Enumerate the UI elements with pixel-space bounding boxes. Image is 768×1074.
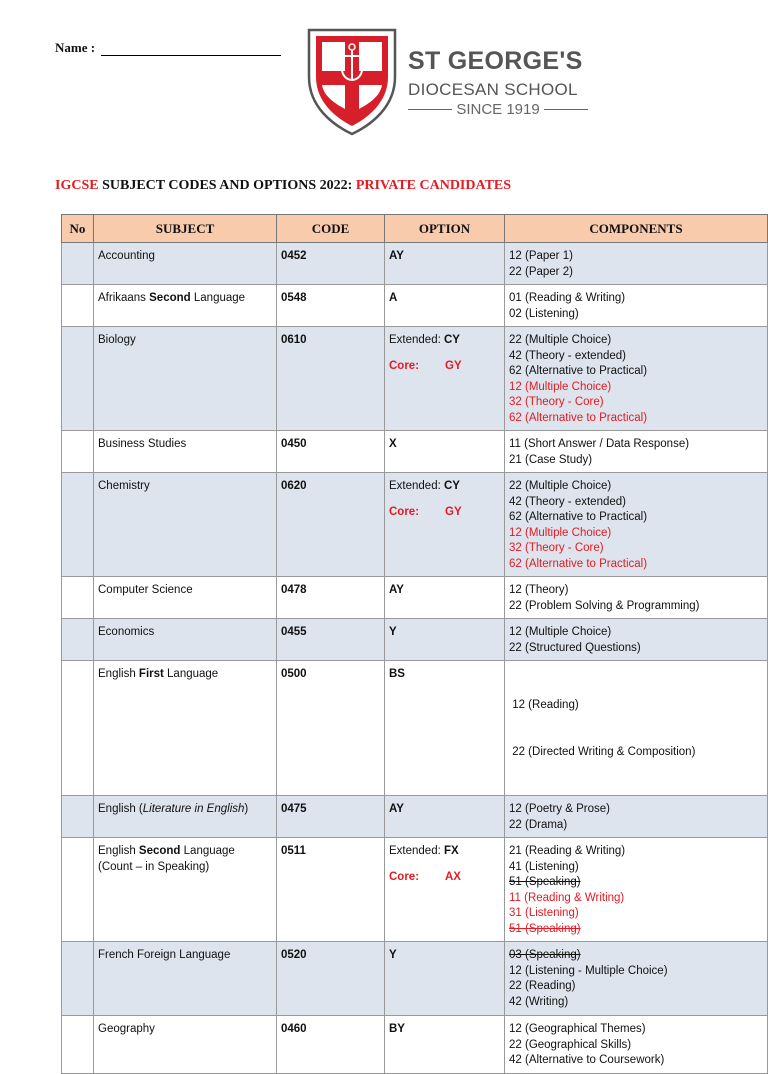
page-title [55, 178, 511, 194]
components-cell [505, 431, 768, 473]
component-item: 12 (Listening - Multiple Choice) [509, 964, 668, 977]
option-cell [385, 838, 505, 942]
option-extended-label: Extended: [389, 845, 444, 857]
components-cell [505, 285, 768, 327]
row-number-cell [62, 838, 94, 942]
component-item: 12 (Poetry & Prose) [509, 803, 610, 815]
row-number-cell [62, 1016, 94, 1074]
table-row [62, 431, 768, 473]
component-item: 42 (Theory - extended) [509, 495, 626, 508]
option-core [389, 505, 462, 521]
component-item: 22 (Drama) [509, 818, 568, 831]
subject-cell [94, 619, 277, 661]
row-number-cell [62, 243, 94, 285]
core-component-item: 31 (Listening) [509, 907, 579, 919]
option-extended-value: CY [443, 480, 460, 492]
divider [544, 109, 588, 110]
school-since: SINCE 1919 [456, 101, 540, 118]
subject-name: Accounting [98, 250, 155, 262]
subject-cell [94, 838, 277, 942]
subject-name-part: Afrikaans [98, 292, 150, 304]
component-item: 22 (Paper 2) [509, 265, 573, 278]
option-core-label: Core: [389, 505, 420, 518]
option-core [389, 359, 462, 375]
components-cell [505, 473, 768, 577]
table-row [62, 796, 768, 838]
components-cell [505, 838, 768, 942]
code-cell: 0620 [277, 473, 385, 577]
option-extended-value: FX [443, 845, 459, 857]
code-cell: 0455 [277, 619, 385, 661]
row-number-cell [62, 431, 94, 473]
school-crest-icon [306, 27, 398, 137]
components-cell [505, 942, 768, 1016]
core-component-item: 62 (Alternative to Practical) [509, 411, 648, 424]
core-component-item: 62 (Alternative to Practical) [509, 557, 648, 570]
component-item: 22 (Geographical Skills) [509, 1038, 632, 1051]
subject-cell [94, 473, 277, 577]
components-cell [505, 243, 768, 285]
core-component-item-struck: 51 (Speaking) [509, 922, 581, 935]
title-igcse: IGCSE [55, 178, 99, 193]
subject-name: Economics [98, 626, 155, 638]
option-cell: AY [385, 243, 505, 285]
components-cell [505, 661, 768, 796]
subject-name-emphasis: Second [149, 292, 191, 304]
option-core-value: AX [445, 870, 461, 883]
component-item: 02 (Listening) [509, 307, 579, 320]
subject-cell [94, 796, 277, 838]
option-extended [389, 479, 500, 495]
name-blank-line [101, 43, 281, 56]
core-component-item: 32 (Theory - Core) [509, 542, 604, 554]
table-row [62, 577, 768, 619]
option-core-value: GY [445, 359, 462, 372]
subject-cell [94, 327, 277, 431]
subject-name: Business Studies [98, 438, 187, 450]
component-item: 22 (Problem Solving & Programming) [509, 599, 700, 612]
subject-name-part: ) [244, 803, 249, 815]
component-item: 21 (Reading & Writing) [509, 845, 626, 857]
header-subject: SUBJECT [94, 215, 277, 243]
subject-name-part: English [98, 668, 139, 680]
subject-note: (Count – in Speaking) [98, 860, 210, 873]
school-name: ST GEORGE'S [408, 47, 583, 75]
subject-cell [94, 1016, 277, 1074]
row-number-cell [62, 327, 94, 431]
code-cell: 0452 [277, 243, 385, 285]
option-cell: Y [385, 619, 505, 661]
option-core-label: Core: [389, 870, 420, 883]
header-no: No [62, 215, 94, 243]
components-cell [505, 1016, 768, 1074]
table-row [62, 661, 768, 796]
subject-name: Computer Science [98, 584, 193, 596]
component-item: 12 (Theory) [509, 584, 569, 596]
component-item: 42 (Writing) [509, 995, 569, 1008]
name-field-row [55, 40, 281, 56]
component-item: 12 (Paper 1) [509, 250, 573, 262]
subject-name: Biology [98, 334, 136, 346]
table-row [62, 942, 768, 1016]
divider [408, 109, 452, 110]
option-core-label: Core: [389, 359, 420, 372]
option-cell: BY [385, 1016, 505, 1074]
option-cell: AY [385, 577, 505, 619]
component-item: 22 (Multiple Choice) [509, 334, 612, 346]
table-row [62, 285, 768, 327]
code-cell: 0520 [277, 942, 385, 1016]
subject-cell [94, 285, 277, 327]
core-component-item: 11 (Reading & Writing) [509, 891, 625, 904]
row-number-cell [62, 661, 94, 796]
school-since-line [408, 101, 588, 118]
option-core [389, 870, 461, 886]
subject-name-part: Language [190, 292, 246, 304]
component-item: 42 (Theory - extended) [509, 349, 626, 362]
component-item: 21 (Case Study) [509, 453, 593, 466]
code-cell: 0511 [277, 838, 385, 942]
component-item: 22 (Structured Questions) [509, 641, 641, 654]
header-components: COMPONENTS [505, 215, 768, 243]
subject-cell [94, 243, 277, 285]
table-row [62, 327, 768, 431]
code-cell: 0478 [277, 577, 385, 619]
table-row [62, 473, 768, 577]
component-item: 41 (Listening) [509, 860, 579, 873]
component-item-struck: 03 (Speaking) [509, 949, 581, 961]
table-row [62, 619, 768, 661]
subject-name-part: Language [163, 668, 219, 680]
table-row [62, 243, 768, 285]
table-row [62, 838, 768, 942]
components-cell [505, 577, 768, 619]
component-item: 22 (Reading) [509, 980, 576, 992]
subject-cell [94, 661, 277, 796]
subject-cell [94, 431, 277, 473]
core-component-item: 32 (Theory - Core) [509, 396, 604, 408]
row-number-cell [62, 473, 94, 577]
component-item: 62 (Alternative to Practical) [509, 365, 648, 377]
subject-cell [94, 942, 277, 1016]
component-item: 22 (Directed Writing & Composition) [509, 745, 696, 758]
code-cell: 0610 [277, 327, 385, 431]
title-candidates: PRIVATE CANDIDATES [355, 178, 512, 193]
option-extended [389, 333, 500, 349]
code-cell: 0548 [277, 285, 385, 327]
component-item: 22 (Multiple Choice) [509, 480, 612, 492]
title-main: SUBJECT CODES AND OPTIONS 2022: [98, 178, 356, 193]
option-extended [389, 844, 500, 860]
code-cell: 0475 [277, 796, 385, 838]
row-number-cell [62, 796, 94, 838]
component-item-struck: 51 (Speaking) [509, 876, 581, 888]
option-cell: A [385, 285, 505, 327]
option-cell: AY [385, 796, 505, 838]
subject-name: French Foreign Language [98, 949, 231, 961]
table-header-row [62, 215, 768, 243]
component-item: 12 (Geographical Themes) [509, 1023, 646, 1035]
row-number-cell [62, 285, 94, 327]
option-extended-value: CY [443, 334, 460, 346]
code-cell: 0500 [277, 661, 385, 796]
subject-name-part: Language [180, 845, 235, 857]
school-logo [306, 27, 606, 137]
subject-name-emphasis: First [138, 668, 164, 680]
subject-name: Geography [98, 1023, 155, 1035]
name-label: Name : [55, 40, 96, 55]
code-cell: 0460 [277, 1016, 385, 1074]
component-item: 42 (Alternative to Coursework) [509, 1054, 665, 1066]
header-option: OPTION [385, 215, 505, 243]
header-code: CODE [277, 215, 385, 243]
subject-name-italic: Literature in English [142, 803, 245, 815]
subject-name [98, 844, 272, 860]
component-item: 12 (Multiple Choice) [509, 626, 612, 638]
subject-cell [94, 577, 277, 619]
core-component-item: 12 (Multiple Choice) [509, 380, 612, 393]
option-extended-label: Extended: [389, 334, 444, 346]
option-cell [385, 473, 505, 577]
option-extended-label: Extended: [389, 480, 444, 492]
components-cell [505, 796, 768, 838]
component-item: 12 (Reading) [509, 699, 579, 711]
core-component-item: 12 (Multiple Choice) [509, 526, 612, 539]
row-number-cell [62, 942, 94, 1016]
row-number-cell [62, 619, 94, 661]
school-subtitle: DIOCESAN SCHOOL [408, 80, 578, 99]
option-cell: X [385, 431, 505, 473]
option-cell [385, 327, 505, 431]
option-cell: Y [385, 942, 505, 1016]
subject-name-emphasis: Second [138, 845, 181, 857]
option-cell: BS [385, 661, 505, 796]
row-number-cell [62, 577, 94, 619]
components-cell [505, 327, 768, 431]
table-row [62, 1016, 768, 1074]
component-item: 01 (Reading & Writing) [509, 292, 626, 304]
component-item: 11 (Short Answer / Data Response) [509, 438, 690, 450]
component-item: 62 (Alternative to Practical) [509, 511, 648, 523]
components-cell [505, 619, 768, 661]
subject-name: Chemistry [98, 480, 150, 492]
option-core-value: GY [445, 505, 462, 518]
subject-codes-table [61, 214, 768, 1074]
subject-name-part: English ( [98, 803, 143, 815]
code-cell: 0450 [277, 431, 385, 473]
subject-name-part: English [98, 845, 139, 857]
